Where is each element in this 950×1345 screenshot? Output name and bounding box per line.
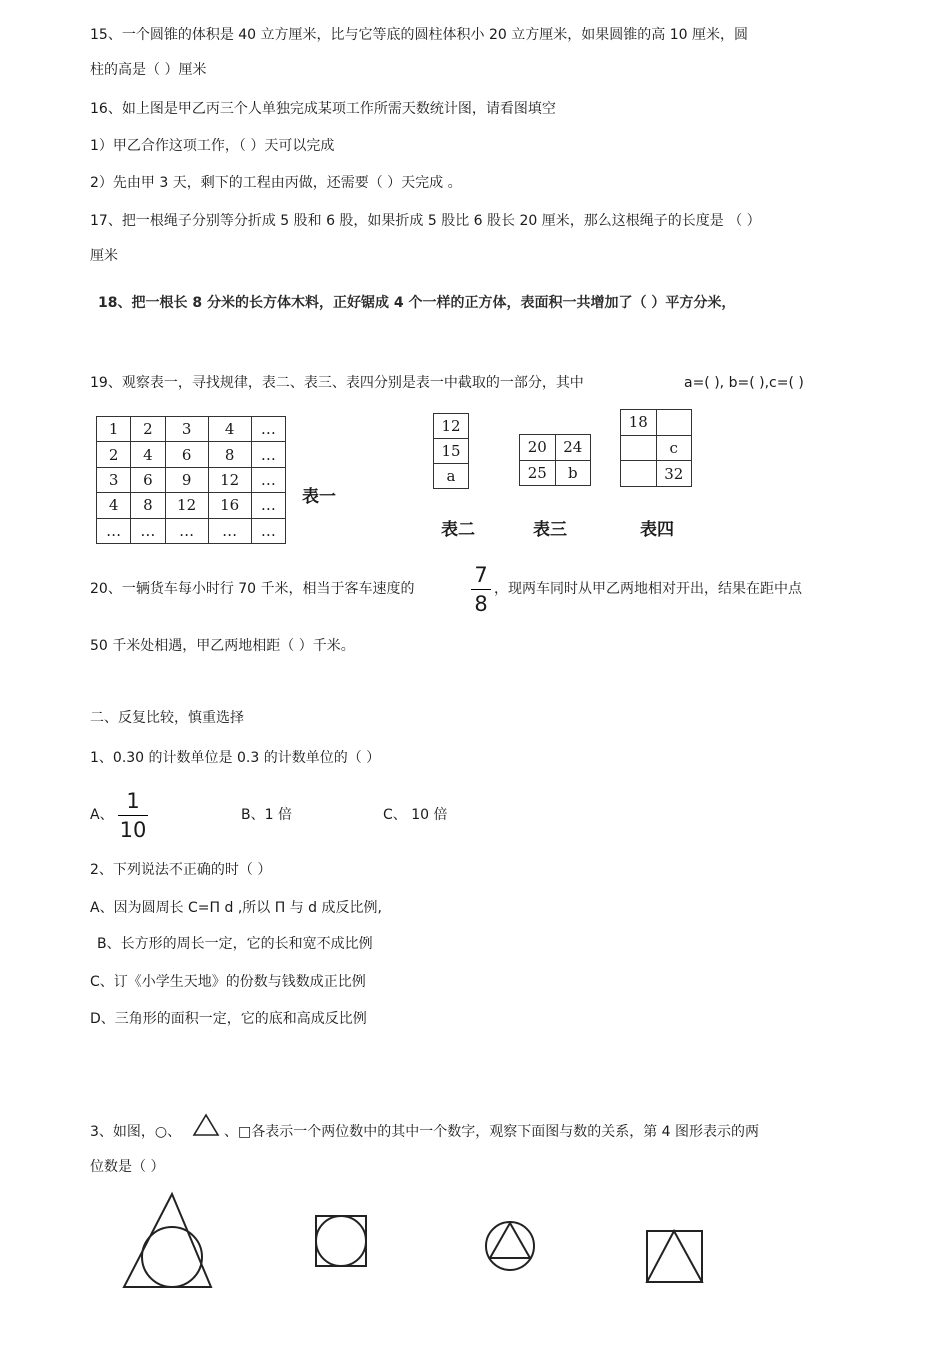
table-cell: 1 — [97, 417, 131, 442]
table-cell: 12 — [208, 467, 251, 492]
q19-stem: 19、观察表一，寻找规律，表二、表三、表四分别是表一中截取的一部分，其中 — [90, 375, 584, 391]
table-cell: 6 — [165, 442, 208, 467]
figure-1-circle-in-triangle — [122, 1192, 214, 1290]
q16-sub2: 2）先由甲 3 天，剩下的工程由丙做，还需要（ ）天完成 。 — [90, 175, 462, 191]
figure-4-triangle-in-square — [645, 1228, 705, 1284]
c1-option-a-fraction — [118, 789, 148, 842]
table-cell: a — [434, 464, 469, 489]
table-row — [621, 461, 692, 487]
fraction-bar — [471, 589, 491, 590]
q16-sub1: 1）甲乙合作这项工作，（ ）天可以完成 — [90, 138, 335, 154]
q20-line2: 50 千米处相遇，甲乙两地相距（ ）千米。 — [90, 638, 355, 654]
table-cell: … — [165, 518, 208, 543]
fraction-bar — [118, 815, 148, 816]
table-3 — [519, 434, 591, 486]
table-cell — [621, 435, 657, 461]
q20-fraction-numerator: 7 — [474, 563, 488, 587]
q19-answers: a=( ), b=( ),c=( ) — [684, 375, 804, 391]
table-cell: 24 — [555, 435, 591, 461]
table-cell: c — [656, 435, 692, 461]
table-row — [434, 439, 469, 464]
q20-part1: 20、一辆货车每小时行 70 千米，相当于客车速度的 — [90, 581, 415, 597]
table-cell: 2 — [97, 442, 131, 467]
table-cell: 2 — [131, 417, 165, 442]
table-cell: … — [251, 493, 285, 518]
figure-3-triangle-in-circle — [483, 1218, 539, 1274]
table-cell: 6 — [131, 467, 165, 492]
table-cell: 32 — [656, 461, 692, 487]
table-3-label: 表三 — [533, 520, 567, 540]
q20-fraction-denominator: 8 — [474, 592, 488, 616]
c3-part1: 3、如图，○、 — [90, 1124, 182, 1140]
table-cell: 15 — [434, 439, 469, 464]
table-row — [97, 417, 286, 442]
table-cell: … — [251, 467, 285, 492]
c1-stem: 1、0.30 的计数单位是 0.3 的计数单位的（ ） — [90, 750, 381, 766]
table-row — [97, 518, 286, 543]
table-cell: 16 — [208, 493, 251, 518]
table-4-label: 表四 — [640, 520, 674, 540]
c1-fraction-numerator: 1 — [126, 789, 140, 813]
table-cell: 4 — [208, 417, 251, 442]
c3-part2: 、□各表示一个两位数中的其中一个数字，观察下面图与数的关系，第 4 图形表示的两 — [224, 1124, 760, 1140]
table-cell: … — [251, 417, 285, 442]
table-cell: … — [97, 518, 131, 543]
table-cell: … — [251, 442, 285, 467]
q20-fraction — [471, 563, 491, 616]
table-cell: 25 — [520, 460, 556, 486]
c1-option-a-prefix: A、 — [90, 807, 114, 823]
table-row — [97, 467, 286, 492]
figure-2-circle-in-square — [313, 1214, 369, 1268]
table-2-label: 表二 — [441, 520, 475, 540]
table-row — [434, 414, 469, 439]
c1-option-b: B、1 倍 — [241, 807, 292, 823]
table-cell: 20 — [520, 435, 556, 461]
table-cell — [656, 410, 692, 436]
triangle-icon — [192, 1113, 220, 1137]
c2-option-c: C、订《小学生天地》的份数与钱数成正比例 — [90, 974, 366, 990]
c2-option-d: D、三角形的面积一定，它的底和高成反比例 — [90, 1011, 367, 1027]
c2-stem: 2、下列说法不正确的时（ ） — [90, 862, 272, 878]
table-row — [520, 435, 591, 461]
table-cell: 4 — [131, 442, 165, 467]
table-cell: … — [208, 518, 251, 543]
table-cell: … — [131, 518, 165, 543]
table-2 — [433, 413, 469, 489]
q17-line2: 厘米 — [90, 248, 118, 264]
c3-line2: 位数是（ ） — [90, 1159, 165, 1175]
q17-line1: 17、把一根绳子分别等分折成 5 股和 6 股，如果折成 5 股比 6 股长 20 厘米，那么这根绳子的长度是 （ ） — [90, 213, 761, 229]
table-row — [97, 442, 286, 467]
table-cell: b — [555, 460, 591, 486]
c1-option-c: C、 10 倍 — [383, 807, 448, 823]
q16-stem: 16、如上图是甲乙丙三个人单独完成某项工作所需天数统计图，请看图填空 — [90, 101, 556, 117]
c2-option-a: A、因为圆周长 C=Π d ,所以 Π 与 d 成反比例, — [90, 900, 382, 916]
table-cell: 8 — [131, 493, 165, 518]
q18-text: 18、把一根长 8 分米的长方体木料，正好锯成 4 个一样的正方体，表面积一共增加了（ ）平方分米， — [98, 295, 736, 311]
table-cell: 3 — [97, 467, 131, 492]
table-row — [97, 493, 286, 518]
table-cell: 12 — [434, 414, 469, 439]
table-cell: 8 — [208, 442, 251, 467]
table-1 — [96, 416, 286, 544]
table-cell: 12 — [165, 493, 208, 518]
c2-option-b: B、长方形的周长一定，它的长和宽不成比例 — [97, 936, 373, 952]
table-row — [621, 410, 692, 436]
table-4 — [620, 409, 692, 487]
table-cell: 4 — [97, 493, 131, 518]
table-cell: … — [251, 518, 285, 543]
table-cell: 18 — [621, 410, 657, 436]
table-cell: 3 — [165, 417, 208, 442]
table-cell — [621, 461, 657, 487]
q15-line1: 15、一个圆锥的体积是 40 立方厘米，比与它等底的圆柱体积小 20 立方厘米，如果圆锥的高 10 厘米，圆 — [90, 27, 748, 43]
section-2-title: 二、反复比较，慎重选择 — [90, 710, 244, 726]
q15-line2: 柱的高是（ ）厘米 — [90, 62, 207, 78]
table-row — [520, 460, 591, 486]
table-row — [621, 435, 692, 461]
table-row — [434, 464, 469, 489]
table-cell: 9 — [165, 467, 208, 492]
c1-fraction-denominator: 10 — [119, 818, 147, 842]
q20-part2: ，现两车同时从甲乙两地相对开出，结果在距中点 — [494, 581, 802, 597]
table-1-label: 表一 — [302, 487, 336, 507]
